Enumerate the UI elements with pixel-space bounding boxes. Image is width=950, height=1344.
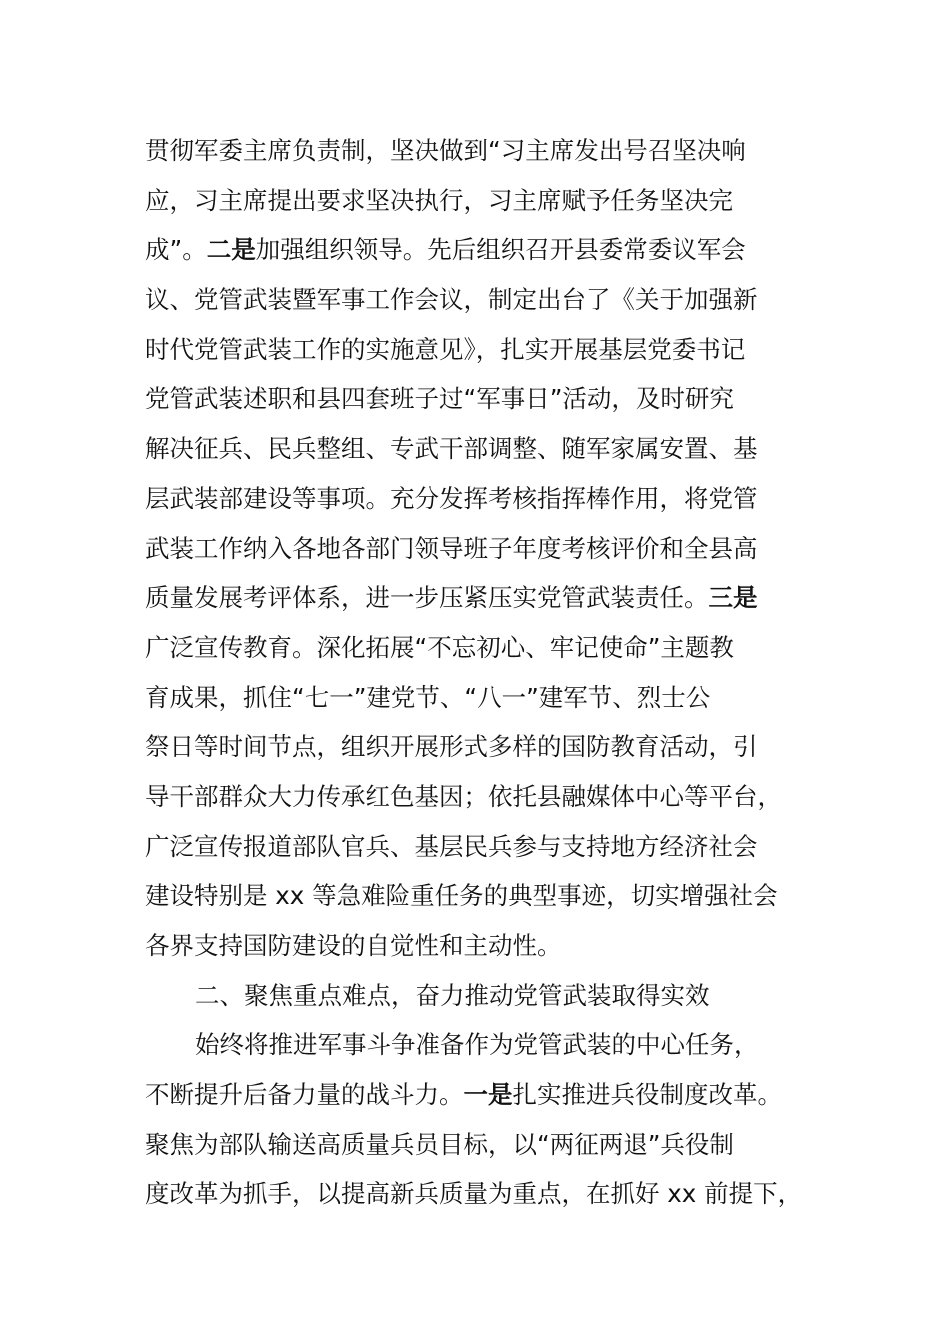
text-run: 解决征兵、民兵整组、专武干部调整、随军家属安置、基 [145,434,758,464]
text-run: 各界支持国防建设的自觉性和主动性。 [145,931,562,960]
text-run: 二、聚焦重点难点，奋力推动党管武装取得实效 [195,980,710,1010]
text-run: 议、党管武装暨军事工作会议，制定出台了《关于加强新 [145,285,758,315]
text-run: 建设特别是 xx 等急难险重任务的典型事迹，切实增强社会 [145,881,778,911]
text-line [145,722,825,772]
text-run: 质量发展考评体系，进一步压紧压实党管武装责任。 [145,583,709,613]
text-line [145,871,825,921]
bold-ordinal: 一是 [463,1080,513,1110]
text-line [145,126,825,176]
text-run: 贯彻军委主席负责制，坚决做到“习主席发出号召坚决响 [145,136,746,165]
text-line [145,921,825,971]
text-run: 党管武装述职和县四套班子过“军事日”活动，及时研究 [145,384,734,414]
body-text [145,126,825,1219]
text-line [145,424,825,474]
text-run: 始终将推进军事斗争准备作为党管武装的中心任务， [195,1030,759,1060]
bold-ordinal: 三是 [708,583,758,613]
text-line [145,1120,825,1170]
text-run: 成”。 [145,235,207,265]
text-line [145,1070,825,1120]
text-line [145,772,825,822]
text-line [145,1169,825,1219]
text-line [145,275,825,325]
text-line [145,822,825,872]
text-line [145,1020,825,1070]
text-line [145,524,825,574]
text-run: 武装工作纳入各地各部门领导班子年度考核评价和全县高 [145,533,758,563]
text-run: 时代党管武装工作的实施意见》，扎实开展基层党委书记 [145,334,746,364]
text-line [145,474,825,524]
text-line [145,673,825,723]
text-line [145,374,825,424]
text-run: 扎实推进兵役制度改革。 [512,1080,782,1110]
text-run: 广泛宣传报道部队官兵、基层民兵参与支持地方经济社会 [145,831,758,861]
text-line [145,623,825,673]
text-line [145,325,825,375]
text-run: 聚焦为部队输送高质量兵员目标，以“两征两退”兵役制 [145,1129,734,1159]
text-run: 层武装部建设等事项。充分发挥考核指挥棒作用，将党管 [145,483,758,513]
text-run: 不断提升后备力量的战斗力。 [145,1080,464,1110]
text-run: 应，习主席提出要求坚决执行，习主席赋予任务坚决完 [145,185,733,215]
text-run: 广泛宣传教育。深化拓展“不忘初心、牢记使命”主题教 [145,632,734,662]
text-run: 加强组织领导。先后组织召开县委常委议军会 [255,235,746,265]
text-run: 祭日等时间节点，组织开展形式多样的国防教育活动，引 [145,732,758,762]
bold-ordinal: 二是 [206,235,256,265]
text-line [145,225,825,275]
text-line [145,176,825,226]
section-heading [145,971,825,1021]
text-run: 育成果，抓住“七一”建党节、“八一”建军节、烈士公 [145,682,711,712]
text-run: 度改革为抓手，以提高新兵质量为重点，在抓好 xx 前提下， [145,1179,803,1209]
text-line [145,573,825,623]
text-run: 导干部群众大力传承红色基因；依托县融媒体中心等平台， [145,781,782,811]
